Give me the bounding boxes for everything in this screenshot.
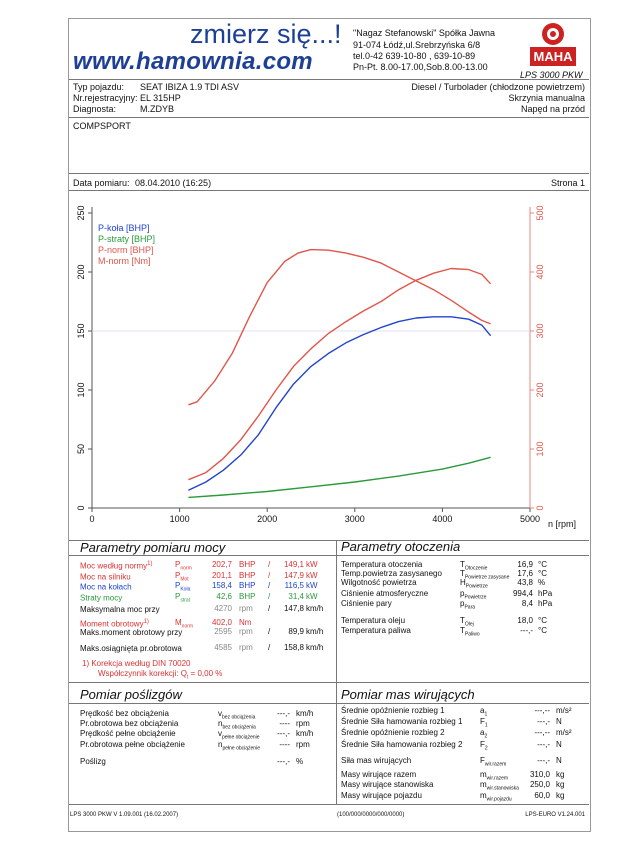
- power-row-unit-bhp: BHP: [239, 591, 256, 601]
- power-row-unit-kw: kW: [306, 581, 318, 590]
- x-tick-label: 0: [89, 514, 95, 524]
- mass-row-label: Średnie opóźnienie rozbieg 1: [341, 706, 445, 715]
- mass-row-value: 60,0: [534, 791, 550, 800]
- ambient-row-label: Wilgotność powietrza: [341, 578, 417, 587]
- slip-row-value: ----: [279, 740, 290, 749]
- mass-row-value: ---,--: [534, 706, 550, 715]
- ambient-row-symbol: $T_{Otoczenie}$: [460, 560, 488, 572]
- y-left-tick-label: 250: [76, 205, 86, 221]
- company-address: 91-074 Łódź,ul.Srebrzyńska 6/8: [353, 40, 481, 50]
- company-phone: tel.0-42 639-10-80 , 639-10-89: [353, 51, 476, 61]
- y-left-tick-label: 0: [76, 505, 86, 511]
- max-torque-slash: /: [268, 627, 271, 636]
- slip-row-value: ---,-: [277, 757, 290, 766]
- y-right-tick-label: 300: [535, 323, 545, 339]
- mass-row-label: Średnie Siła hamowania rozbieg 1: [341, 717, 463, 726]
- ambient-row-label: Temperatura paliwa: [341, 626, 411, 635]
- ambient-row-label: Temperatura oleju: [341, 616, 406, 625]
- mass-row-unit: N: [556, 756, 562, 765]
- slip-row-symbol: $n_{bez obciążenia}$: [218, 719, 256, 731]
- company-hours: Pn-Pt. 8.00-17.00,Sob.8.00-13.00: [353, 62, 488, 72]
- ambient-title: Parametry otoczenia: [341, 539, 461, 554]
- slip-row-unit: km/h: [296, 729, 314, 738]
- correction-factor: Współczynnik korekcji: $Q_t = 0,00$ %: [98, 669, 223, 681]
- ambient-row-unit: °C: [538, 616, 547, 625]
- ambient-row-symbol: $T_{Powietrze zasysane}$: [460, 569, 510, 581]
- legend-p-loss: P-straty [BHP]: [98, 234, 156, 244]
- ambient-row-value: ---,-: [520, 626, 533, 635]
- max-power-speed-unit: km/h: [306, 604, 324, 613]
- max-power-rpm: 4270: [214, 604, 232, 613]
- max-torque-speed-unit: km/h: [306, 627, 324, 636]
- diagnostician-value: M.ZDYB: [140, 104, 175, 114]
- mass-row-value: ---,--: [534, 728, 550, 737]
- power-row-label: Straty mocy: [80, 593, 123, 603]
- ambient-row-value: 17,6: [517, 569, 533, 578]
- legend-m-norm: M-norm [Nm]: [98, 256, 151, 266]
- mass-row-label: Średnie opóźnienie rozbieg 2: [341, 728, 445, 737]
- gearbox-type: Skrzynia manualna: [508, 93, 585, 103]
- ambient-row-value: 8,4: [521, 599, 533, 608]
- max-power-slash: /: [268, 604, 271, 613]
- power-row-value-bhp: 201,1: [211, 570, 232, 580]
- y-left-tick-label: 100: [76, 382, 86, 398]
- ambient-row-label: Temperatura otoczenia: [341, 560, 423, 569]
- ambient-row-symbol: $T_{Olej}$: [460, 616, 474, 628]
- mass-row-unit: kg: [556, 791, 565, 800]
- mass-row-unit: kg: [556, 780, 565, 789]
- max-torque-rpm-unit: rpm: [239, 627, 253, 636]
- mass-row-symbol: $F_2$: [480, 740, 488, 752]
- ambient-row-symbol: $p_{Powietrze}$: [460, 589, 487, 601]
- ambient-row-label: Ciśnienie atmosferyczne: [341, 589, 429, 598]
- power-row-value-bhp: 158,4: [211, 581, 232, 590]
- max-torque-rpm: 2595: [214, 627, 232, 636]
- power-row-value-bhp: 42,6: [216, 591, 232, 601]
- correction-note: 1) Korekcja według DIN 70020: [82, 659, 191, 668]
- slip-row-label: Pr.obrotowa bez obciążenia: [80, 719, 179, 728]
- x-tick-label: 5000: [519, 514, 541, 524]
- power-row-value-kw: 31,4: [288, 591, 304, 601]
- vehicle-type-value: SEAT IBIZA 1.9 TDI ASV: [140, 82, 240, 92]
- slip-row-label: Poślizg: [80, 757, 106, 766]
- y-left-tick-label: 200: [76, 264, 86, 280]
- mass-row-label: Średnie Siła hamowania rozbieg 2: [341, 740, 463, 749]
- x-tick-label: 1000: [169, 514, 190, 524]
- slip-row-value: ----: [279, 719, 290, 728]
- ambient-row-symbol: $T_{Paliwo}$: [460, 626, 480, 638]
- mass-row-symbol: $m_{wir.stanowiska}$: [480, 780, 519, 792]
- power-row-symbol: $P_{strat}$: [175, 591, 191, 604]
- mass-row-label: Siła mas wirujących: [341, 756, 412, 765]
- logo-text: MAHA: [533, 49, 573, 64]
- max-torque-speed: 89,9: [288, 627, 304, 636]
- mass-row-symbol: $F_{wir.razem}$: [480, 756, 507, 768]
- slip-row-unit: km/h: [296, 709, 314, 718]
- measurement-date-value: 08.04.2010 (16:25): [135, 178, 212, 188]
- mass-row-unit: m/s²: [556, 728, 572, 737]
- ambient-row-unit: °C: [538, 626, 547, 635]
- masses-title: Pomiar mas wirujących: [341, 687, 475, 702]
- mass-row-symbol: $F_1$: [480, 717, 488, 729]
- slip-row-label: Prędkość pełne obciążenie: [80, 729, 176, 738]
- mass-row-unit: m/s²: [556, 706, 572, 715]
- mass-row-label: Masy wirujące razem: [341, 770, 417, 779]
- mass-row-value: 250,0: [529, 780, 550, 789]
- ambient-row-label: Temp.powietrza zasysanego: [341, 569, 442, 578]
- max-torque-label: Maks.moment obrotowy przy: [80, 628, 183, 637]
- power-row-unit-kw: kW: [306, 560, 318, 569]
- slip-row-unit: rpm: [296, 740, 310, 749]
- slogan: zmierz się...!: [190, 19, 342, 49]
- torque-label: Moment obrotowy$^{1)}$: [80, 619, 149, 629]
- power-row-label: Moc na kołach: [80, 582, 132, 592]
- slip-row-symbol: $v_{pełne obciążenie}$: [218, 729, 260, 741]
- y-right-tick-label: 400: [535, 264, 545, 280]
- power-row-symbol: $P_{norm}$: [175, 560, 192, 572]
- power-row-label: Moc na silniku: [80, 572, 131, 582]
- mass-row-label: Masy wirujące stanowiska: [341, 780, 434, 789]
- y-left-tick-label: 150: [76, 323, 86, 339]
- ambient-row-value: 43,8: [517, 578, 533, 587]
- mass-row-unit: N: [556, 740, 562, 749]
- slip-row-value: ---,-: [277, 729, 290, 738]
- y-left-tick-label: 50: [76, 443, 86, 455]
- x-axis-label: n [rpm]: [548, 519, 577, 529]
- ambient-row-value: 16,9: [517, 560, 533, 569]
- website: www.hamownia.com: [73, 48, 313, 75]
- mass-row-value: ---,-: [537, 756, 550, 765]
- max-rpm-rpm: 4585: [214, 643, 232, 652]
- ambient-row-unit: hPa: [538, 589, 553, 598]
- power-row-unit-kw: kW: [306, 570, 318, 580]
- vehicle-reg-value: EL 315HP: [140, 93, 181, 103]
- power-row-unit-bhp: BHP: [239, 570, 256, 580]
- measurement-date-label: Data pomiaru:: [73, 178, 130, 188]
- power-row-symbol: $P_{Koła}$: [175, 581, 191, 593]
- mass-row-symbol: $a_2$: [480, 728, 488, 740]
- torque-unit: Nm: [239, 618, 252, 627]
- mass-row-unit: kg: [556, 770, 565, 779]
- ambient-row-label: Ciśnienie pary: [341, 599, 392, 608]
- slip-row-value: ---,-: [277, 709, 290, 718]
- max-rpm-speed-unit: km/h: [306, 643, 324, 652]
- torque-symbol: $M_{norm}$: [175, 618, 194, 630]
- ambient-row-value: 994,4: [512, 589, 533, 598]
- page-number: Strona 1: [550, 178, 585, 188]
- power-row-value-bhp: 202,7: [211, 560, 232, 569]
- legend-p-wheel: P-koła [BHP]: [98, 223, 150, 233]
- power-row-unit-kw: kW: [306, 591, 318, 601]
- footer-left: LPS 3000 PKW V 1.09.001 (16.02.2007): [70, 812, 179, 818]
- max-rpm-label: Maks.osiągnięta pr.obrotowa: [80, 644, 182, 653]
- power-row-symbol: $P_{Mot}$: [175, 570, 189, 583]
- max-rpm-rpm-unit: rpm: [239, 643, 253, 652]
- footer-center: (100/000/0000/000/0000): [337, 812, 405, 818]
- power-row-value-kw: 149,1: [283, 560, 304, 569]
- mass-row-symbol: $m_{wir.razem}$: [480, 770, 509, 782]
- vehicle-type-label: Typ pojazdu:: [73, 82, 125, 92]
- x-tick-label: 4000: [432, 514, 453, 524]
- slip-row-unit: %: [296, 757, 304, 766]
- power-row-slash: /: [268, 581, 271, 590]
- slip-row-label: Prędkość bez obciążenia: [80, 709, 169, 718]
- ambient-row-value: 18,0: [517, 616, 533, 625]
- mass-row-symbol: $m_{wir.pojazdu}$: [480, 791, 512, 803]
- customer-name: COMPSPORT: [73, 121, 131, 131]
- company-name: "Nagaz Stefanowski" Spółka Jawna: [353, 28, 495, 38]
- mass-row-value: 310,0: [529, 770, 550, 779]
- engine-params-title: Parametry pomiaru mocy: [80, 540, 226, 555]
- ambient-row-unit: %: [538, 578, 546, 587]
- diagnostician-label: Diagnosta:: [73, 104, 117, 114]
- power-row-slash: /: [268, 591, 271, 601]
- ambient-row-unit: °C: [538, 569, 547, 578]
- vehicle-reg-label: Nr.rejestracyjny:: [73, 93, 138, 103]
- max-power-rpm-unit: rpm: [239, 604, 253, 613]
- mass-row-value: ---,-: [537, 717, 550, 726]
- power-row-unit-bhp: BHP: [239, 581, 256, 590]
- dyno-model: LPS 3000 PKW: [520, 70, 583, 80]
- slip-row-symbol: $n_{pełne obciążenie}$: [218, 740, 260, 752]
- power-row-label: Moc według normy$^{1)}$: [80, 561, 153, 571]
- ambient-row-unit: °C: [538, 560, 547, 569]
- mass-row-label: Masy wirujące pojazdu: [341, 791, 422, 800]
- slip-row-symbol: $v_{bez obciążenia}$: [218, 709, 256, 721]
- max-rpm-slash: /: [268, 643, 271, 652]
- legend-p-norm: P-norm [BHP]: [98, 245, 154, 255]
- y-right-tick-label: 100: [535, 441, 545, 457]
- ambient-row-symbol: $p_{Para}$: [460, 599, 476, 611]
- mass-row-value: ---,-: [537, 740, 550, 749]
- ambient-row-symbol: $H_{Powietrze}$: [460, 578, 488, 590]
- slip-row-label: Pr.obrotowa pełne obciążenie: [80, 740, 185, 749]
- ambient-row-unit: hPa: [538, 599, 553, 608]
- torque-value: 402,0: [211, 618, 232, 627]
- power-row-slash: /: [268, 570, 271, 580]
- y-right-tick-label: 0: [535, 505, 545, 511]
- power-row-slash: /: [268, 560, 271, 569]
- engine-type: Diesel / Turbolader (chłodzone powietrzem): [411, 82, 585, 92]
- mass-row-symbol: $a_1$: [480, 706, 488, 718]
- power-row-unit-bhp: BHP: [239, 560, 256, 569]
- slip-row-unit: rpm: [296, 719, 310, 728]
- y-right-tick-label: 200: [535, 382, 545, 398]
- y-right-tick-label: 500: [535, 205, 545, 221]
- x-tick-label: 2000: [257, 514, 278, 524]
- x-tick-label: 3000: [344, 514, 365, 524]
- maha-logo: [527, 20, 579, 68]
- slip-title: Pomiar poślizgów: [80, 687, 182, 702]
- max-power-label: Maksymalna moc przy: [80, 605, 160, 614]
- footer-right: LPS-EURO V1.24.001: [525, 812, 585, 818]
- mass-row-unit: N: [556, 717, 562, 726]
- power-row-value-kw: 116,5: [284, 581, 304, 590]
- max-power-speed: 147,8: [283, 604, 304, 613]
- drive-type: Napęd na przód: [520, 104, 585, 114]
- power-row-value-kw: 147,9: [283, 570, 304, 580]
- max-rpm-speed: 158,8: [283, 643, 304, 652]
